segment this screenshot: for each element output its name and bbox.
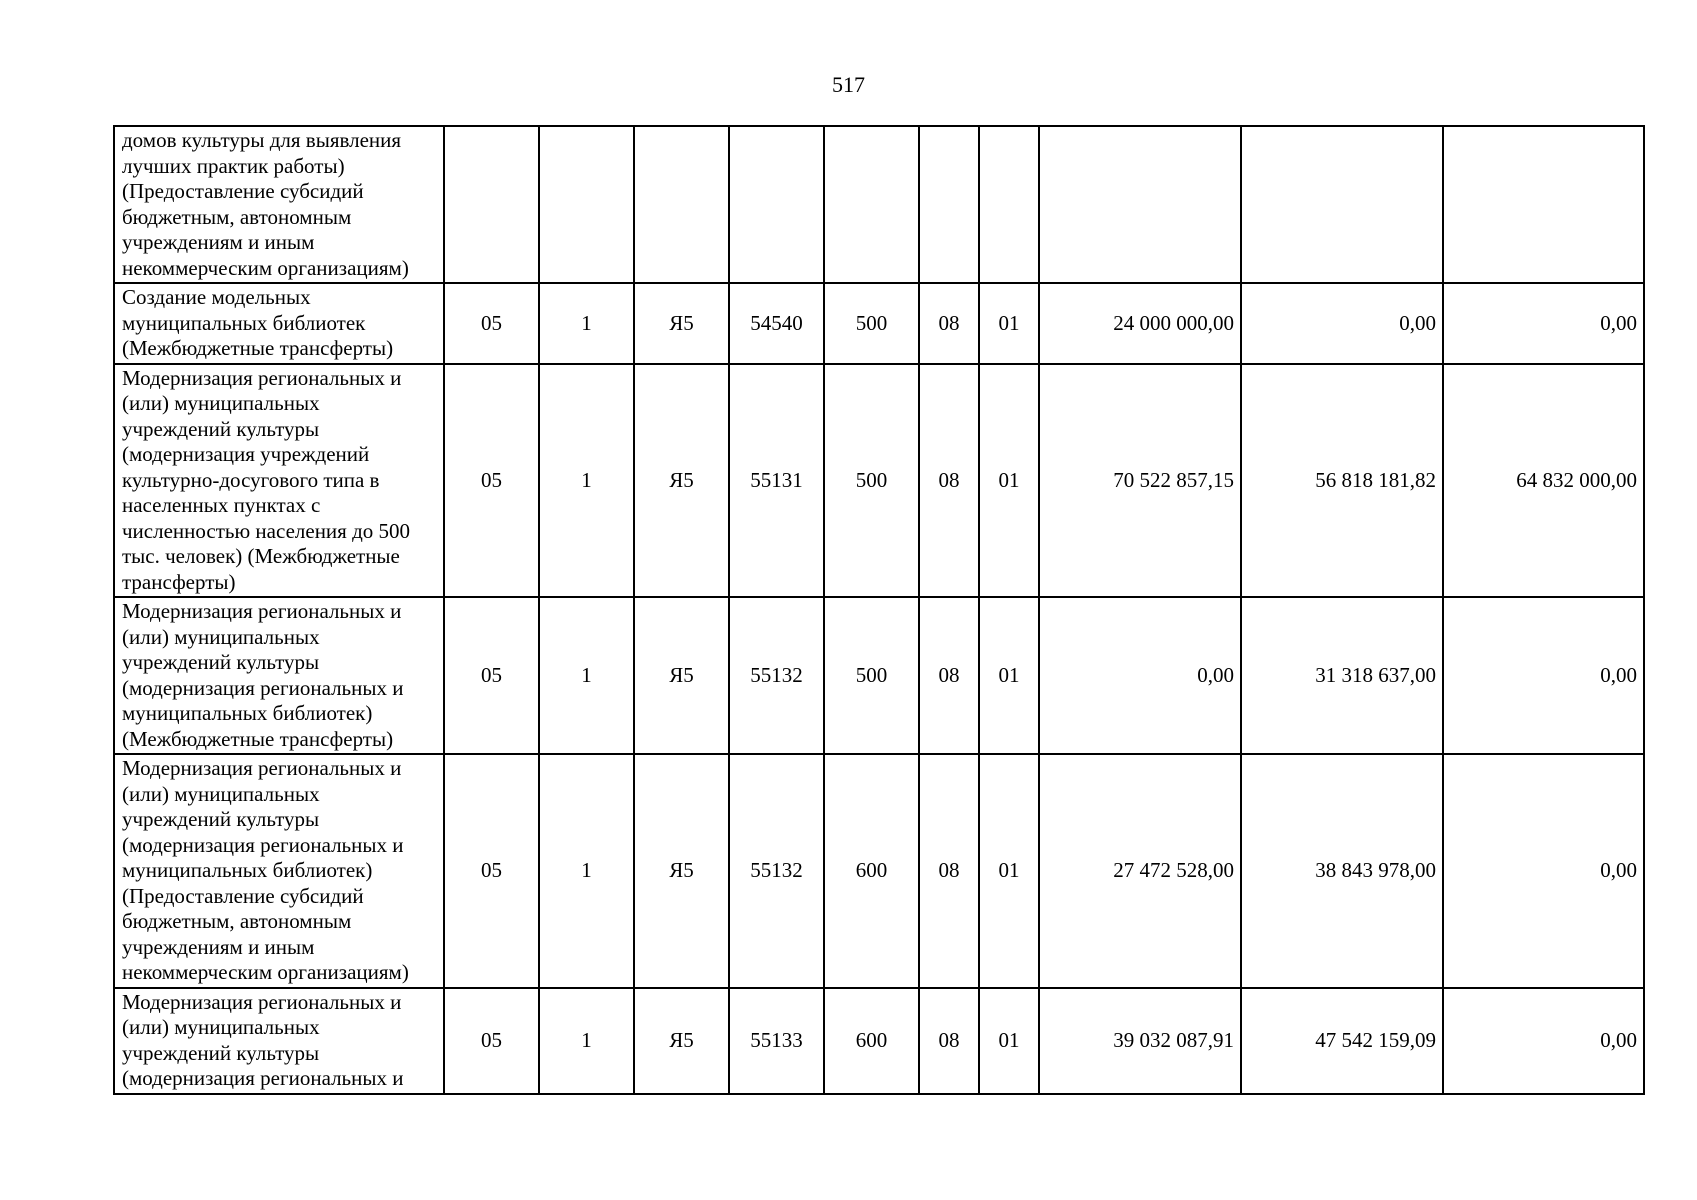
expense-name-line: муниципальных библиотек): [122, 701, 373, 725]
expense-name-line: (Межбюджетные трансферты): [122, 726, 394, 751]
expense-name-line: домов культуры для выявления: [122, 128, 402, 152]
expense-name-line: лучших практик работы): [122, 153, 345, 178]
expense-name-line: (модернизация региональных и: [122, 832, 404, 857]
expense-type-code-cell: [824, 126, 919, 283]
expense-name-line: муниципальных библиотек): [122, 858, 373, 882]
subsection-code-cell: [979, 126, 1039, 283]
expense-name-cell: [114, 126, 444, 283]
expense-name-line: (модернизация региональных и: [122, 1066, 404, 1090]
expense-name-line: культурно-досугового типа в: [122, 467, 380, 492]
expense-type-code-cell: 500: [824, 364, 919, 598]
expense-name-line: учреждений культуры: [122, 807, 320, 831]
expense-name-cell: [114, 364, 444, 598]
section-code-cell: 08: [919, 364, 979, 598]
table-row: [114, 988, 1644, 1094]
expense-name-line: учреждений культуры: [122, 1040, 320, 1065]
amount-year-2-cell: 47 542 159,09: [1241, 988, 1443, 1094]
expense-name-line: тыс. человек) (Межбюджетные: [122, 544, 400, 568]
project-code-cell: Я5: [634, 597, 729, 754]
project-code-cell: Я5: [634, 988, 729, 1094]
expense-name-line: Модернизация региональных и: [122, 989, 402, 1014]
expense-type-code-cell: 500: [824, 597, 919, 754]
table-row: [114, 126, 1644, 283]
project-code-cell: Я5: [634, 364, 729, 598]
direction-code-cell: 55132: [729, 754, 824, 988]
amount-year-2-cell: 56 818 181,82: [1241, 364, 1443, 598]
table-row: [114, 597, 1644, 754]
program-code-cell: 05: [444, 283, 539, 364]
amount-year-3-cell: 0,00: [1443, 597, 1644, 754]
expense-type-code-cell: 600: [824, 754, 919, 988]
program-code-cell: 05: [444, 597, 539, 754]
expense-name-cell: [114, 283, 444, 364]
expense-name-cell: [114, 988, 444, 1094]
section-code-cell: [919, 126, 979, 283]
program-code-cell: 05: [444, 364, 539, 598]
project-code-cell: Я5: [634, 754, 729, 988]
expense-name-line: трансферты): [122, 569, 236, 594]
direction-code-cell: 55132: [729, 597, 824, 754]
section-code-cell: 08: [919, 754, 979, 988]
expense-name-line: бюджетным, автономным: [122, 909, 352, 933]
project-code-cell: [634, 126, 729, 283]
expense-name-line: учреждениям и иным: [122, 230, 315, 254]
expense-name-line: муниципальных библиотек: [122, 310, 366, 335]
expense-name-cell: [114, 754, 444, 988]
expense-type-code-cell: 600: [824, 988, 919, 1094]
amount-year-1-cell: 27 472 528,00: [1039, 754, 1241, 988]
section-code-cell: 08: [919, 597, 979, 754]
amount-year-1-cell: 39 032 087,91: [1039, 988, 1241, 1094]
expense-name-line: (или) муниципальных: [122, 391, 320, 415]
amount-year-3-cell: 0,00: [1443, 754, 1644, 988]
expense-name-line: (модернизация учреждений: [122, 442, 370, 466]
section-code-cell: 08: [919, 283, 979, 364]
program-code-cell: [444, 126, 539, 283]
expense-name-line: (Межбюджетные трансферты): [122, 336, 394, 360]
subprogram-code-cell: 1: [539, 283, 634, 364]
subprogram-code-cell: 1: [539, 988, 634, 1094]
subsection-code-cell: 01: [979, 754, 1039, 988]
table-body: [114, 126, 1644, 1094]
expense-name-line: Создание модельных: [122, 285, 311, 309]
subprogram-code-cell: 1: [539, 597, 634, 754]
direction-code-cell: 54540: [729, 283, 824, 364]
amount-year-1-cell: 0,00: [1039, 597, 1241, 754]
page-number: 517: [832, 72, 865, 97]
expense-name-line: учреждений культуры: [122, 416, 320, 441]
direction-code-cell: 55133: [729, 988, 824, 1094]
amount-year-2-cell: 31 318 637,00: [1241, 597, 1443, 754]
amount-year-2-cell: [1241, 126, 1443, 283]
expense-name-line: Модернизация региональных и: [122, 599, 402, 623]
subsection-code-cell: 01: [979, 283, 1039, 364]
project-code-cell: Я5: [634, 283, 729, 364]
amount-year-2-cell: 0,00: [1241, 283, 1443, 364]
amount-year-3-cell: [1443, 126, 1644, 283]
subprogram-code-cell: 1: [539, 364, 634, 598]
expense-name-line: некоммерческим организациям): [122, 960, 409, 984]
subprogram-code-cell: [539, 126, 634, 283]
amount-year-1-cell: [1039, 126, 1241, 283]
expense-name-line: населенных пунктах с: [122, 493, 321, 517]
amount-year-2-cell: 38 843 978,00: [1241, 754, 1443, 988]
amount-year-3-cell: 0,00: [1443, 988, 1644, 1094]
expense-name-cell: [114, 597, 444, 754]
table-row: [114, 754, 1644, 988]
section-code-cell: 08: [919, 988, 979, 1094]
program-code-cell: 05: [444, 754, 539, 988]
expense-name-line: (или) муниципальных: [122, 624, 320, 649]
program-code-cell: 05: [444, 988, 539, 1094]
expense-name-line: Модернизация региональных и: [122, 365, 402, 390]
subsection-code-cell: 01: [979, 988, 1039, 1094]
subsection-code-cell: 01: [979, 364, 1039, 598]
expense-name-line: численностью населения до 500: [122, 518, 411, 543]
subprogram-code-cell: 1: [539, 754, 634, 988]
expense-name-line: учреждений культуры: [122, 650, 320, 674]
expense-name-line: бюджетным, автономным: [122, 204, 352, 229]
expense-name-line: (или) муниципальных: [122, 781, 320, 806]
subsection-code-cell: 01: [979, 597, 1039, 754]
expense-type-code-cell: 500: [824, 283, 919, 364]
table-row: [114, 283, 1644, 364]
budget-table: [113, 125, 1645, 1095]
direction-code-cell: 55131: [729, 364, 824, 598]
expense-name-line: некоммерческим организациям): [122, 255, 409, 280]
amount-year-3-cell: 64 832 000,00: [1443, 364, 1644, 598]
expense-name-line: (Предоставление субсидий: [122, 179, 364, 203]
table-row: [114, 364, 1644, 598]
amount-year-1-cell: 24 000 000,00: [1039, 283, 1241, 364]
expense-name-line: (или) муниципальных: [122, 1015, 320, 1039]
expense-name-line: учреждениям и иным: [122, 934, 315, 959]
amount-year-3-cell: 0,00: [1443, 283, 1644, 364]
expense-name-line: Модернизация региональных и: [122, 756, 402, 780]
direction-code-cell: [729, 126, 824, 283]
amount-year-1-cell: 70 522 857,15: [1039, 364, 1241, 598]
expense-name-line: (Предоставление субсидий: [122, 883, 364, 908]
expense-name-line: (модернизация региональных и: [122, 675, 404, 700]
